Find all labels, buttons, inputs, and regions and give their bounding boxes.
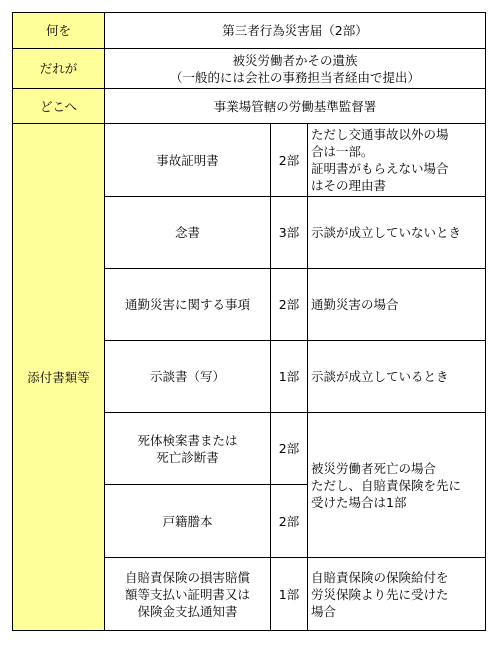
row-who bbox=[13, 49, 486, 89]
attachment-doc: 事故証明書 bbox=[105, 124, 271, 197]
attachment-doc: 通勤災害に関する事項 bbox=[105, 269, 271, 341]
attachment-note: 被災労働者死亡の場合 ただし、自賠責保険を先に 受けた場合は1部 bbox=[308, 413, 486, 558]
attachment-note: 自賠責保険の保険給付を 労災保険より先に受けた 場合 bbox=[308, 558, 486, 631]
attachment-row bbox=[13, 124, 486, 197]
attachment-doc: 戸籍謄本 bbox=[105, 485, 271, 558]
value-where: 事業場管轄の労働基準監督署 bbox=[105, 89, 486, 124]
label-what: 何を bbox=[13, 13, 105, 49]
attachment-doc: 示談書（写） bbox=[105, 341, 271, 413]
row-where bbox=[13, 89, 486, 124]
attachment-doc: 自賠責保険の損害賠償 額等支払い証明書又は 保険金支払通知書 bbox=[105, 558, 271, 631]
attachment-note: 示談が成立していないとき bbox=[308, 197, 486, 269]
attachment-doc: 死体検案書または 死亡診断書 bbox=[105, 413, 271, 485]
attachment-doc: 念書 bbox=[105, 197, 271, 269]
attachment-count: 2部 bbox=[271, 124, 308, 197]
attachment-note: 示談が成立しているとき bbox=[308, 341, 486, 413]
attachment-note: 通勤災害の場合 bbox=[308, 269, 486, 341]
attachment-count: 2部 bbox=[271, 413, 308, 485]
attachment-note: ただし交通事故以外の場 合は一部。 証明書がもらえない場合 はその理由書 bbox=[308, 124, 486, 197]
attachment-count: 3部 bbox=[271, 197, 308, 269]
label-who: だれが bbox=[13, 49, 105, 89]
attachment-count: 1部 bbox=[271, 341, 308, 413]
label-where: どこへ bbox=[13, 89, 105, 124]
value-who: 被災労働者かその遺族 （一般的には会社の事務担当者経由で提出） bbox=[105, 49, 486, 89]
row-what bbox=[13, 13, 486, 49]
attachment-count: 2部 bbox=[271, 269, 308, 341]
label-attachments: 添付書類等 bbox=[13, 124, 105, 631]
attachment-count: 1部 bbox=[271, 558, 308, 631]
value-what: 第三者行為災害届（2部） bbox=[105, 13, 486, 49]
third-party-disaster-report-table bbox=[12, 12, 486, 631]
attachment-count: 2部 bbox=[271, 485, 308, 558]
